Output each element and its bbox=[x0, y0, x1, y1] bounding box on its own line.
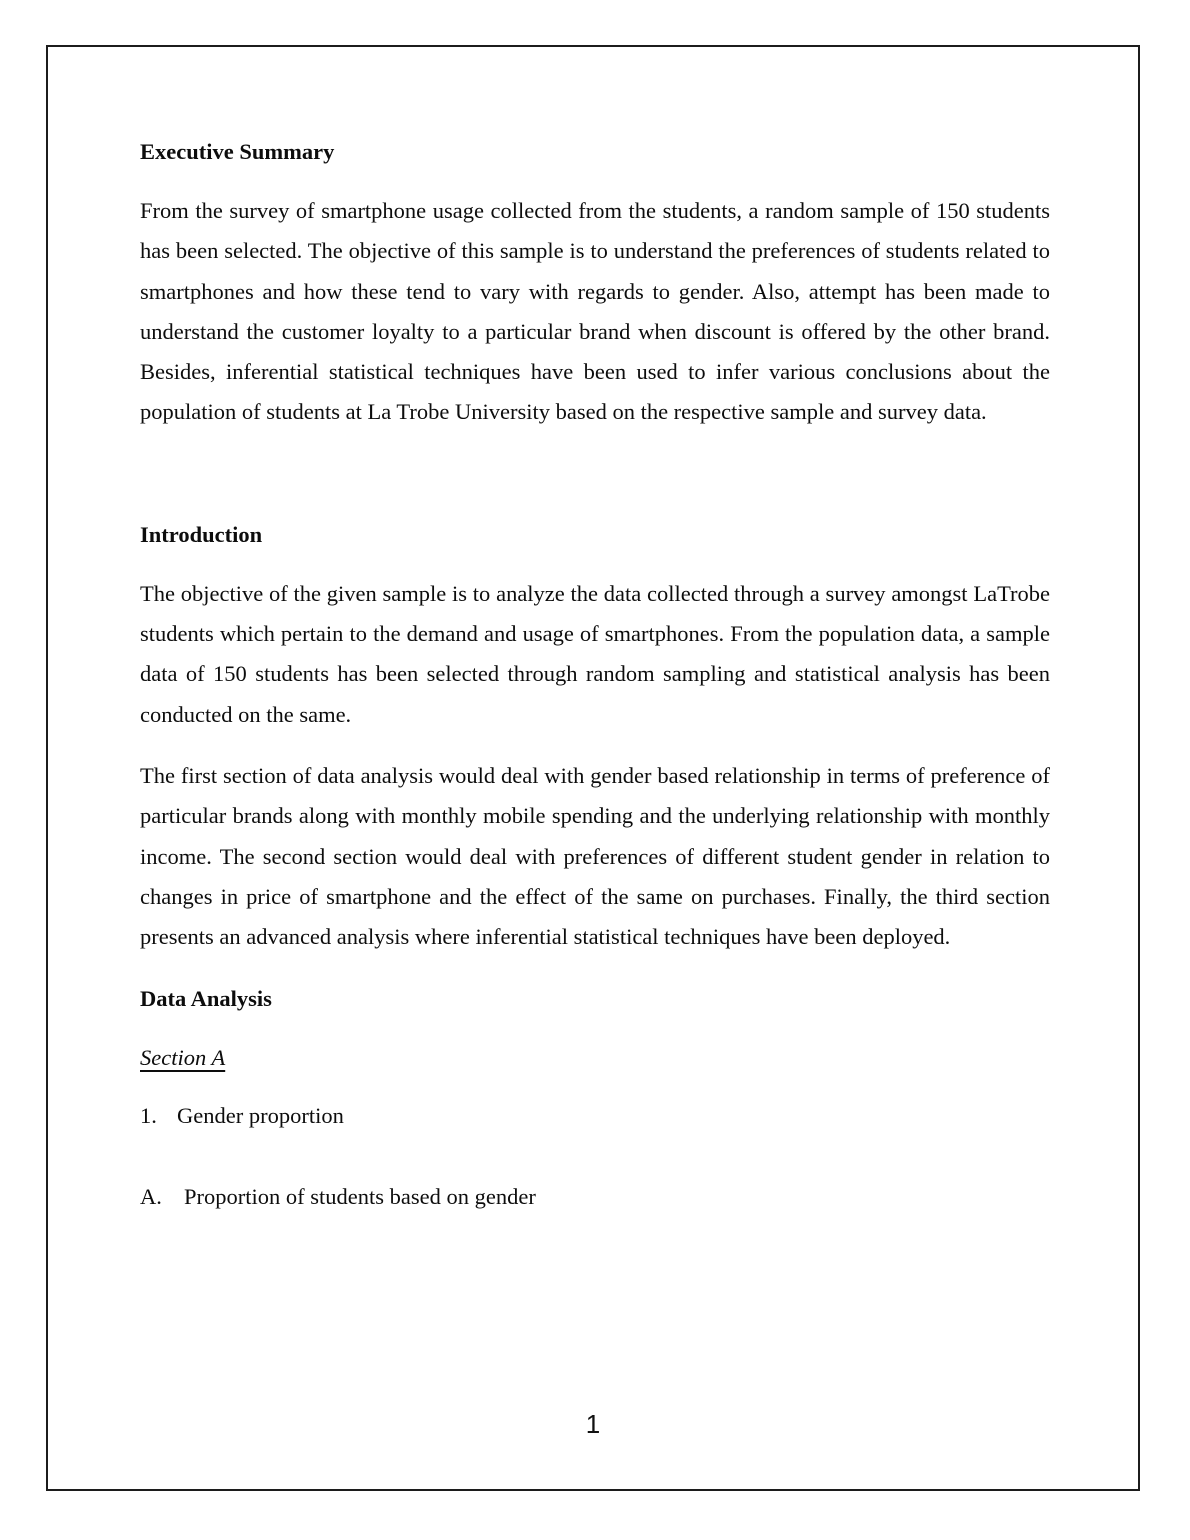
list-item-text: Gender proportion bbox=[177, 1103, 344, 1129]
list-item-proportion-by-gender bbox=[140, 1177, 1050, 1217]
heading-data-analysis: Data Analysis bbox=[140, 986, 272, 1012]
page-number: 1 bbox=[585, 1409, 601, 1439]
introduction-paragraph-2: The first section of data analysis would deal with gender based relationship in terms of preference of particular brands along with monthly mobile spending and the underlying relationship with monthly income. The second section would deal with preferences of different student gender in relation to changes in price of smartphone and the effect of the same on purchases. Finally, the third section presents an advanced analysis where inferential statistical techniques have been deployed. bbox=[140, 762, 1050, 950]
heading-executive-summary: Executive Summary bbox=[140, 139, 335, 164]
section-a-label bbox=[140, 1038, 1050, 1078]
list-item-letter: A. bbox=[140, 1184, 162, 1210]
list-item-gender-proportion bbox=[140, 1096, 1050, 1136]
heading-introduction: Introduction bbox=[140, 521, 263, 547]
page-content bbox=[140, 132, 1050, 1217]
list-item-text: Proportion of students based on gender bbox=[184, 1184, 536, 1210]
list-item-number: 1. bbox=[140, 1103, 157, 1129]
introduction-paragraph-1: The objective of the given sample is to analyze the data collected through a survey amongst LaTrobe students which pertain to the demand and usage of smartphones. From the population data, a sample data of 150 students has been selected through random sampling and statistical analysis has been conducted on the same. bbox=[140, 580, 1050, 727]
section-a-label-text: Section A bbox=[140, 1045, 226, 1071]
executive-summary-paragraph: From the survey of smartphone usage collected from the students, a random sample of 150 students has been selected. The objective of this sample is to understand the preferences of students related to smartphones and how these tend to vary with regards to gender. Also, attempt has been made to understand the customer loyalty to a particular brand when discount is offered by the other brand. Besides, inferential statistical techniques have been used to infer various conclusions about the population of students at La Trobe University based on the respective sample and survey data. bbox=[140, 198, 1050, 425]
